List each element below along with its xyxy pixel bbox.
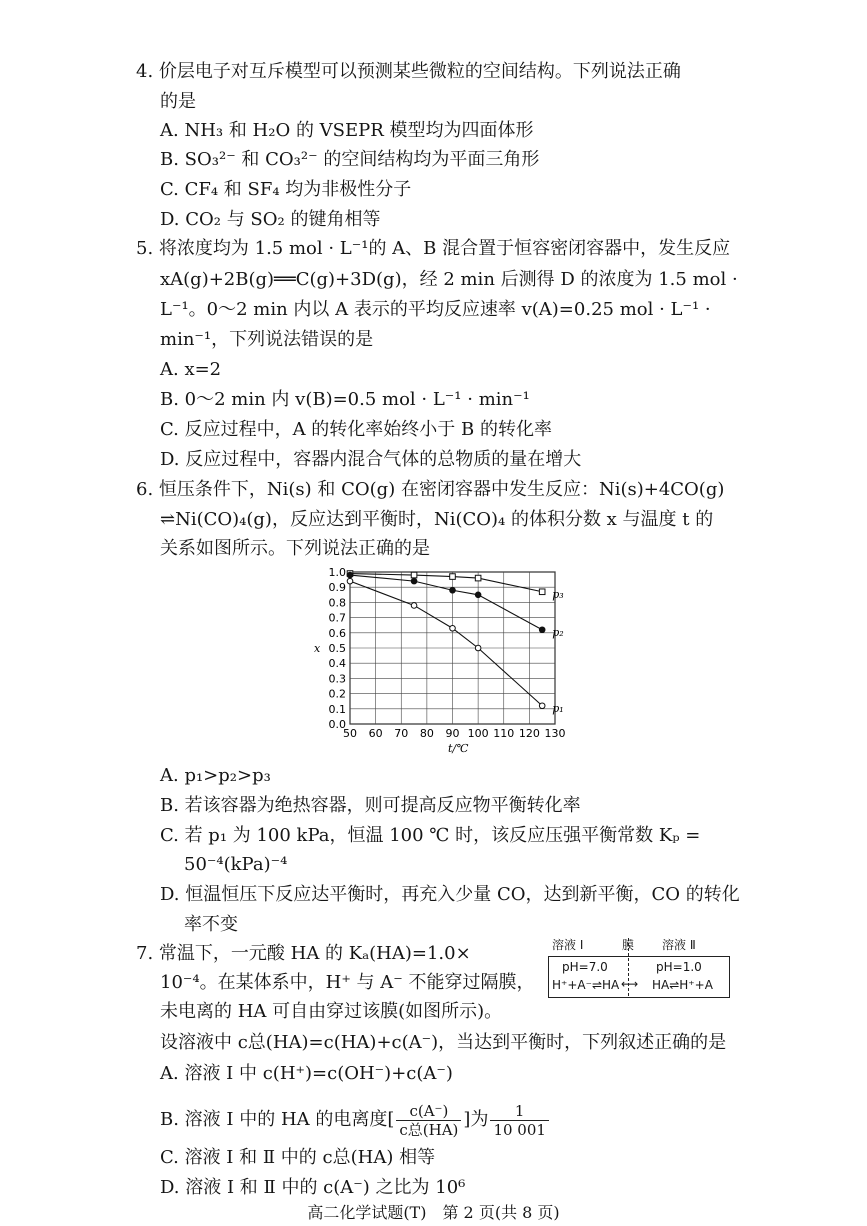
chart-y-ticks (329, 566, 347, 731)
chart-x-label: t/℃ (448, 742, 469, 754)
data-point-filled-circle (411, 578, 417, 584)
x-tick-label: 80 (419, 727, 434, 740)
data-point-filled-circle (475, 592, 481, 598)
q4-option-a: A. NH₃ 和 H₂O 的 VSEPR 模型均为四面体形 (160, 120, 534, 141)
q6-stem-line3: 关系如图所示。下列说法正确的是 (160, 538, 430, 559)
q5-stem-line4: min⁻¹，下列说法错误的是 (160, 329, 374, 350)
data-point-open-circle (411, 603, 417, 609)
answer-denominator: 10 001 (493, 1120, 546, 1139)
q6-option-b: B. 若该容器为绝热容器，则可提高反应物平衡转化率 (160, 795, 581, 816)
ionization-fraction (396, 1102, 461, 1139)
y-tick-label: 0.7 (328, 611, 346, 625)
x-tick-label: 130 (544, 727, 566, 740)
x-tick-label: 120 (518, 727, 540, 740)
y-tick-label: 0.4 (328, 657, 346, 671)
q5-stem-line3: L⁻¹。0～2 min 内以 A 表示的平均反应速率 v(A)=0.25 mol · L⁻¹ · (160, 299, 711, 320)
chart-grid (350, 572, 555, 724)
q6-option-c-line1: C. 若 p₁ 为 100 kPa，恒温 100 ℃ 时，该反应压强平衡常数 Kₚ = (160, 825, 701, 846)
data-point-filled-circle (347, 572, 353, 578)
q7-stem-line2: 10⁻⁴。在某体系中，H⁺ 与 A⁻ 不能穿过隔膜， (160, 972, 535, 993)
q7-option-b-mid: ]为 (463, 1109, 489, 1130)
data-point-open-circle (475, 645, 481, 651)
series-label: p₃ (552, 587, 564, 601)
q6-option-d-line2: 率不变 (184, 914, 238, 935)
chart-x-ticks (343, 727, 566, 740)
q7-stem-line4: 设溶液中 c总(HA)=c(HA)+c(A⁻)，当达到平衡时，下列叙述正确的是 (160, 1032, 727, 1053)
x-tick-label: 110 (493, 727, 515, 740)
q6-stem-line2: ⇌Ni(CO)₄(g)，反应达到平衡时，Ni(CO)₄ 的体积分数 x 与温度 t 的 (160, 509, 714, 530)
double-arrow-icon: ⟷ (621, 977, 639, 991)
membrane-title: 膜 (622, 938, 635, 952)
solution-1-equilibrium: H⁺+A⁻⇌HA (552, 978, 620, 992)
solution-1-title: 溶液 Ⅰ (552, 938, 584, 952)
y-tick-label: 0.2 (328, 687, 346, 701)
page-footer: 高二化学试题(T) 第 2 页(共 8 页) (307, 1203, 560, 1222)
q6-stem-line1: 6. 恒压条件下，Ni(s) 和 CO(g) 在密闭容器中发生反应：Ni(s)+4CO(g) (136, 479, 725, 500)
q6-option-d-line1: D. 恒温恒压下反应达平衡时，再充入少量 CO，达到新平衡，CO 的转化 (160, 884, 740, 905)
x-tick-label: 100 (467, 727, 489, 740)
y-tick-label: 0.1 (328, 702, 346, 716)
y-tick-label: 0.3 (328, 672, 346, 686)
q7-option-a: A. 溶液 Ⅰ 中 c(H⁺)=c(OH⁻)+c(A⁻) (160, 1063, 453, 1084)
q7-stem-line1: 7. 常温下，一元酸 HA 的 Kₐ(HA)=1.0× (136, 943, 471, 964)
x-tick-label: 50 (343, 727, 357, 740)
q7-option-c: C. 溶液 Ⅰ 和 Ⅱ 中的 c总(HA) 相等 (160, 1147, 436, 1168)
q7-option-d: D. 溶液 Ⅰ 和 Ⅱ 中的 c(A⁻) 之比为 10⁶ (160, 1177, 466, 1198)
q5-option-d: D. 反应过程中，容器内混合气体的总物质的量在增大 (160, 449, 582, 470)
q7-option-b-prefix: B. 溶液 Ⅰ 中的 HA 的电离度[ (160, 1109, 395, 1130)
q6-option-c-line2: 50⁻⁴(kPa)⁻⁴ (184, 854, 288, 875)
q7-stem-line3: 未电离的 HA 可自由穿过该膜(如图所示)。 (160, 1001, 503, 1022)
q6-option-a: A. p₁>p₂>p₃ (160, 765, 271, 786)
equilibrium-chart (300, 562, 590, 754)
data-point-open-circle (450, 625, 456, 631)
y-tick-label: 0.0 (328, 718, 346, 731)
data-point-open-circle (539, 703, 545, 709)
y-tick-label: 0.5 (328, 642, 346, 655)
series-label: p₁ (552, 701, 564, 715)
solution-2-title: 溶液 Ⅱ (662, 938, 696, 952)
q5-option-b: B. 0～2 min 内 v(B)=0.5 mol · L⁻¹ · min⁻¹ (160, 389, 530, 410)
y-tick-label: 0.9 (328, 581, 346, 595)
chart-y-label: x (314, 642, 321, 655)
data-point-open-circle (347, 578, 353, 584)
q4-option-d: D. CO₂ 与 SO₂ 的键角相等 (160, 209, 381, 230)
answer-fraction (490, 1102, 549, 1139)
x-tick-label: 90 (445, 727, 460, 740)
membrane-diagram (548, 936, 730, 998)
solution-2-equilibrium: HA⇌H⁺+A (652, 978, 713, 992)
q4-option-b: B. SO₃²⁻ 和 CO₃²⁻ 的空间结构均为平面三角形 (160, 149, 540, 170)
data-point-filled-circle (539, 627, 545, 633)
data-point-square (450, 574, 456, 580)
series-label: p₂ (552, 625, 564, 639)
solution-2-ph: pH=1.0 (656, 960, 702, 974)
q4-stem-line2: 的是 (160, 91, 196, 112)
solution-1-ph: pH=7.0 (562, 960, 608, 974)
y-tick-label: 1.0 (328, 566, 346, 579)
data-point-filled-circle (450, 587, 456, 593)
fraction-denominator: c总(HA) (399, 1120, 459, 1139)
series-line-open-circle (350, 581, 542, 706)
y-tick-label: 0.8 (328, 596, 346, 610)
q4-option-c: C. CF₄ 和 SF₄ 均为非极性分子 (160, 179, 412, 200)
y-tick-label: 0.6 (328, 626, 346, 640)
q5-stem-line2: xA(g)+2B(g)══C(g)+3D(g)，经 2 min 后测得 D 的浓度为 1.5 mol · (160, 269, 738, 290)
fraction-numerator: c(A⁻) (396, 1102, 461, 1121)
q5-option-c: C. 反应过程中，A 的转化率始终小于 B 的转化率 (160, 419, 552, 440)
data-point-square (475, 575, 481, 581)
q5-stem-line1: 5. 将浓度均为 1.5 mol · L⁻¹的 A、B 混合置于恒容密闭容器中，发生反应 (136, 238, 731, 259)
data-point-square (539, 589, 545, 595)
answer-numerator: 1 (490, 1102, 549, 1121)
x-tick-label: 70 (394, 727, 409, 740)
q7-option-b (160, 1100, 551, 1140)
q5-option-a: A. x=2 (160, 359, 222, 380)
chart-series (347, 571, 563, 715)
x-tick-label: 60 (368, 727, 383, 740)
data-point-square (411, 572, 417, 578)
q4-stem-line1: 4. 价层电子对互斥模型可以预测某些微粒的空间结构。下列说法正确 (136, 61, 681, 82)
